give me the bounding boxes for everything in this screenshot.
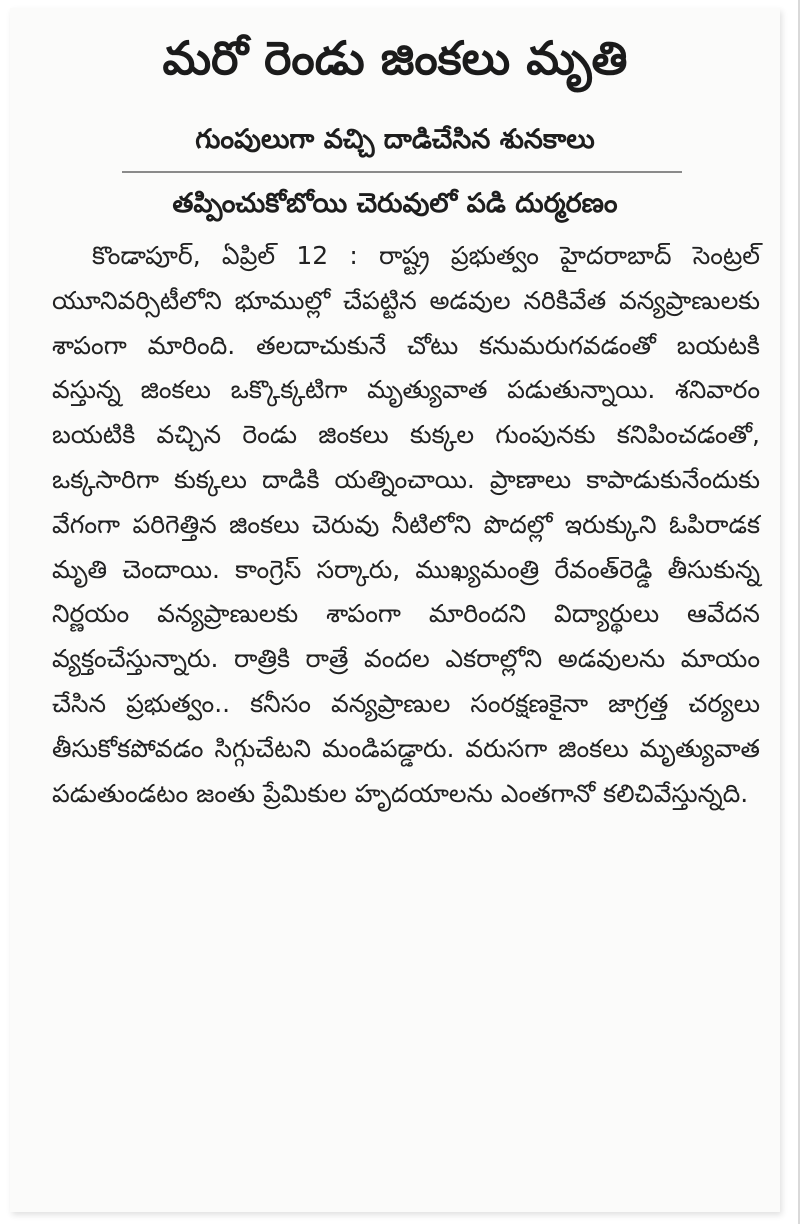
subheadline-1: గుంపులుగా వచ్చి దాడిచేసిన శునకాలు bbox=[195, 124, 595, 155]
subheadline-divider bbox=[122, 171, 682, 173]
newspaper-clipping bbox=[10, 8, 780, 1212]
subheadline-2: తప్పించుకోబోయి చెరువులో పడి దుర్మరణం bbox=[172, 188, 618, 219]
headline: మరో రెండు జింకలు మృతి bbox=[162, 31, 628, 85]
article-body: కొండాపూర్, ఏప్రిల్ 12 : రాష్ట్ర ప్రభుత్వం హైదరాబాద్ సెంట్రల్ యూనివర్సిటీలోని భూముల్లో చేపట్టిన అడవుల నరికివేత వన్యప్రాణులకు శాపంగా మారింది. తలదాచుకునే చోటు కనుమరుగవడంతో బయటకి వస్తున్న జింకలు ఒక్కొక్కటిగా మృత్యువాత పడుతున్నాయి. శనివారం బయటికి వచ్చిన రెండు జింకలు కుక్కల గుంపునకు కనిపించడంతో, ఒక్కసారిగా కుక్కలు దాడికి యత్నించాయి. ప్రాణాలు కాపాడుకునేందుకు వేగంగా పరిగెత్తిన జింకలు చెరువు నీటిలోని పొదల్లో ఇరుక్కుని ఓపిరాడక మృతి చెందాయి. కాంగ్రెస్ సర్కారు, ముఖ్యమంత్రి రేవంత్‌రెడ్డి తీసుకున్న నిర్ణయం వన్యప్రాణులకు శాపంగా మారిందని విద్యార్థులు ఆవేదన వ్యక్తంచేస్తున్నారు. రాత్రికి రాత్రే వందల ఎకరాల్లోని అడవులను మాయం చేసిన ప్రభుత్వం.. కనీసం వన్యప్రాణుల సంరక్షణకైనా జాగ్రత్త చర్యలు తీసుకోకపోవడం సిగ్గుచేటని మండిపడ్డారు. వరుసగా జింకలు మృత్యువాత పడుతుండటం జంతు ప్రేమికుల హృదయాలను ఎంతగానో కలిచివేస్తున్నది. bbox=[52, 241, 760, 808]
